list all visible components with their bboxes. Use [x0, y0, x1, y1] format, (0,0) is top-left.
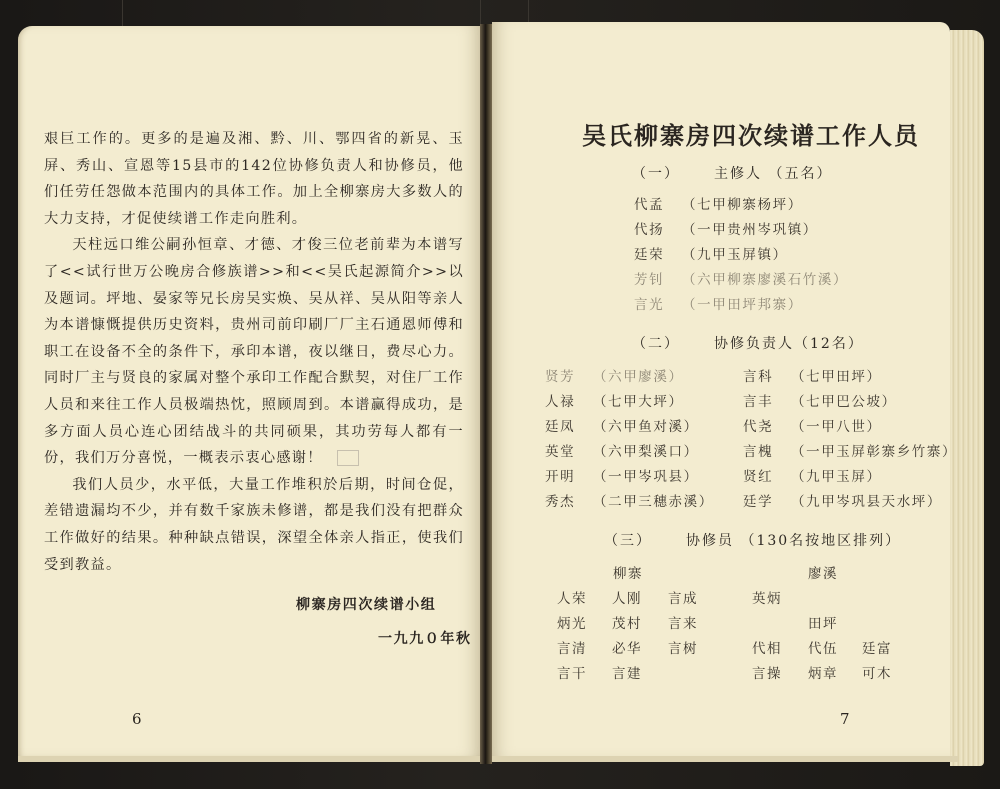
library-stamp-mark [337, 450, 359, 466]
section-3-heading [604, 530, 901, 550]
list-item [634, 293, 803, 313]
person-place: （六甲廖溪） [593, 369, 684, 385]
person-name: 秀杰 [545, 494, 576, 510]
region-label-tianping: 田坪 [808, 616, 838, 632]
member-name: 言建 [612, 666, 642, 682]
paragraph-2 [44, 232, 464, 471]
section-2-number: （二） [632, 336, 680, 352]
member-name: 可木 [862, 666, 892, 682]
person-place: （二甲三穗赤溪） [593, 494, 714, 510]
person-place: （一甲八世） [791, 419, 882, 435]
person-place: （七甲巴公坡） [791, 394, 897, 410]
list-item [743, 415, 882, 435]
list-item [743, 490, 942, 510]
section-3-number: （三） [604, 533, 652, 549]
paragraph-3: 我们人员少，水平低，大量工作堆积於后期，时间仓促，差错遗漏均不少，并有数千家族未修谱，都是我们没有把群众工作做好的结果。种种缺点错误，深望全体亲人指正，使我们受到教益。 [44, 476, 464, 573]
member-name: 言干 [557, 666, 587, 682]
section-3-title: 协修员 （130名按地区排列） [686, 533, 902, 549]
person-name: 廷学 [743, 494, 774, 510]
person-name: 人禄 [545, 394, 576, 410]
person-place: （六甲鱼对溪） [593, 419, 699, 435]
person-name: 言丰 [743, 394, 774, 410]
section-1-number: （一） [632, 166, 680, 182]
list-item [545, 465, 699, 485]
person-name: 芳钊 [634, 272, 665, 288]
person-place: （六甲柳寨廖溪石竹溪） [682, 272, 849, 288]
person-place: （一甲玉屏彰寨乡竹寨） [791, 444, 958, 460]
paragraph-1: 艰巨工作的。更多的是遍及湘、黔、川、鄂四省的新晃、玉屏、秀山、宣恩等15县市的142位协修负责人和协修员，他们任劳任怨做本范围内的具体工作。加上全柳寨房大多数人的大力支持，才促使续谱工作走向胜利。 [44, 131, 464, 227]
person-name: 贤芳 [545, 369, 576, 385]
list-item [545, 490, 714, 510]
person-place: （七甲田坪） [791, 369, 882, 385]
page-title: 吴氏柳寨房四次续谱工作人员 [582, 121, 920, 150]
list-item [634, 218, 818, 238]
person-name: 代扬 [634, 222, 665, 238]
list-item [634, 193, 803, 213]
person-place: （一甲贵州岑巩镇） [682, 222, 818, 238]
section-2-heading [632, 333, 864, 353]
list-item [743, 465, 882, 485]
person-name: 言光 [634, 297, 665, 313]
list-item [545, 415, 699, 435]
member-name: 英炳 [752, 591, 782, 607]
person-place: （九甲玉屏） [791, 469, 882, 485]
member-name: 代伍 [808, 641, 838, 657]
list-item [545, 440, 699, 460]
section-1-heading [632, 163, 832, 183]
member-name: 人荣 [557, 591, 587, 607]
page-number-right: 7 [840, 710, 850, 728]
member-name: 廷富 [862, 641, 892, 657]
page-number-left: 6 [132, 710, 142, 728]
book-page-edges [950, 30, 984, 766]
member-name: 代相 [752, 641, 782, 657]
person-place: （九甲岑巩县天水坪） [791, 494, 942, 510]
paragraph-2-text: 天柱远口维公嗣孙恒章、才德、才俊三位老前辈为本谱写了<<试行世万公晚房合修族谱>>和<<吴氏起源简介>>以及题词。坪地、晏家等兄长房吴实焕、吴从祥、吴从阳等亲人为本谱慷慨提供历史资料，贵州司前印刷厂厂主石通恩师傅和职工在设备不全的条件下，承印本谱，夜以继日，费尽心力。同时厂主与贤良的家属对整个承印工作配合默契，对住厂工作人员和来往工作人员极端热忱，照顾周到。本谱赢得成功，是多方面人员心连心团结战斗的共同硕果，其功劳每人都有一份，我们万分喜悦，一概表示衷心感谢！ [44, 237, 464, 467]
list-item [634, 268, 848, 288]
region-label-liuzhai: 柳寨 [613, 566, 643, 582]
member-name: 炳光 [557, 616, 587, 632]
signature-group: 柳寨房四次续谱小组 [296, 597, 437, 613]
book-gutter [480, 24, 492, 764]
list-item [743, 440, 957, 460]
list-item [545, 390, 684, 410]
list-item [743, 365, 882, 385]
section-2-title: 协修负责人（12名） [714, 336, 864, 352]
person-name: 开明 [545, 469, 576, 485]
person-name: 言槐 [743, 444, 774, 460]
person-place: （一甲岑巩县） [593, 469, 699, 485]
member-name: 言树 [668, 641, 698, 657]
region-label-liaoxi: 廖溪 [808, 566, 838, 582]
person-place: （六甲梨溪口） [593, 444, 699, 460]
person-name: 廷凤 [545, 419, 576, 435]
person-name: 英堂 [545, 444, 576, 460]
list-item [743, 390, 897, 410]
member-name: 言清 [557, 641, 587, 657]
signature-date: 一九九０年秋 [378, 631, 472, 647]
person-name: 代尧 [743, 419, 774, 435]
section-1-title: 主修人 （五名） [714, 166, 833, 182]
person-place: （九甲玉屏镇） [682, 247, 788, 263]
person-place: （一甲田坪邦寨） [682, 297, 803, 313]
person-place: （七甲大坪） [593, 394, 684, 410]
member-name: 人刚 [612, 591, 642, 607]
member-name: 炳章 [808, 666, 838, 682]
list-item [545, 365, 684, 385]
person-name: 代孟 [634, 197, 665, 213]
member-name: 言操 [752, 666, 782, 682]
member-name: 言来 [668, 616, 698, 632]
person-name: 言科 [743, 369, 774, 385]
person-name: 廷荣 [634, 247, 665, 263]
left-page-body [44, 126, 464, 578]
member-name: 言成 [668, 591, 698, 607]
member-name: 必华 [612, 641, 642, 657]
list-item [634, 243, 788, 263]
person-place: （七甲柳寨杨坪） [682, 197, 803, 213]
person-name: 贤红 [743, 469, 774, 485]
member-name: 茂村 [612, 616, 642, 632]
